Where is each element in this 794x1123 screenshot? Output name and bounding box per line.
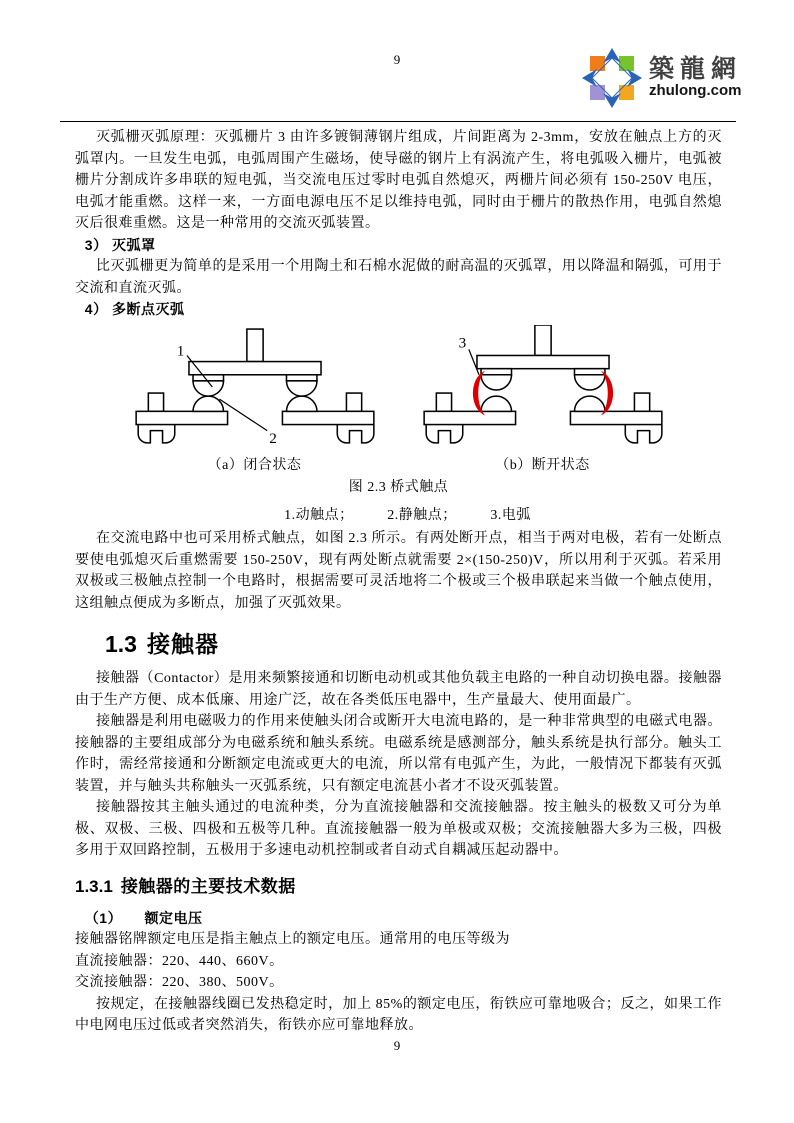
- left-moving-contact: [481, 374, 511, 389]
- paragraph-contactor-intro: 接触器（Contactor）是用来频繁接通和切断电动机或其他负载主电路的一种自动切换电器。接触器由于生产方便、成本低廉、用途广泛，故在各类低压电器中，生产量最大、使用面最广。: [75, 671, 722, 708]
- logo-square-bottomleft: [590, 85, 605, 100]
- figure-caption-a: （a）闭合状态: [207, 457, 302, 473]
- left-terminal-tab: [436, 393, 451, 411]
- right-lower-bar: [570, 411, 661, 424]
- left-lower-bar: [424, 411, 515, 424]
- document-content: [75, 127, 722, 1037]
- right-moving-contact: [574, 374, 604, 389]
- left-terminal-fork: [138, 424, 175, 442]
- diagram-bridge-contact-closed: [128, 325, 382, 453]
- bridge-bar: [188, 361, 320, 374]
- bridge-stem: [246, 329, 262, 362]
- callout-label-2: 2: [268, 429, 277, 447]
- left-static-contact: [481, 396, 511, 411]
- subsection-title-text: 接触器的主要技术数据: [120, 876, 296, 896]
- legend-item-arc: 3.电弧: [490, 507, 531, 523]
- item-title-text: 额定电压: [144, 909, 203, 926]
- left-static-contact: [193, 396, 223, 411]
- figure-captions-row: [75, 455, 722, 477]
- section-heading-1-3-1: [75, 875, 722, 899]
- right-contact-holder: [286, 374, 316, 380]
- logo-arrow-down: [603, 93, 621, 108]
- paragraph-contactor-types: 接触器按其主触头通过的电流种类，分为直流接触器和交流接触器。按主触头的极数又可分为单极、双极、三极、四极和五极等几种。直流接触器一般为单极或双极；交流接触器大多为三极，四极多用于双回路控制，五极用于多速电动机控制或者自动式自耦减压起动器中。: [75, 800, 722, 858]
- logo-square-bottomright: [619, 85, 634, 100]
- legend-item-static-contact: 2.静触点；: [387, 507, 457, 523]
- left-lower-bar: [136, 411, 227, 424]
- logo-square-topleft: [590, 56, 605, 71]
- footer-page-number: 9: [393, 1038, 401, 1053]
- paragraph-bridge-contact: 在交流电路中也可采用桥式触点，如图 2.3 所示。有两处断开点，相当于两对电极，若有一处断点要使电弧熄灭后重燃需要 150-250V，现有两处断点就需要 2×(150-250)V，所以用利于灭弧。若采用双极或三极触点控制一个电路时，根据需要可灵活地将二个极或三个极串联起来当做一个触点使用，这组触点便成为多断点，加强了灭弧效果。: [75, 531, 722, 611]
- figure-legend: [75, 505, 722, 527]
- figure-diagram-row: [75, 325, 722, 453]
- figure-title: 图 2.3 桥式触点: [348, 480, 449, 495]
- logo-name-text: 築龍網: [648, 56, 742, 83]
- logo-arrow-up: [603, 48, 621, 63]
- bridge-stem: [534, 325, 550, 355]
- section-heading-1-3: [105, 629, 722, 659]
- right-moving-contact: [286, 380, 316, 395]
- bridge-bar: [476, 355, 608, 368]
- right-contact-holder: [574, 368, 604, 374]
- paragraph-pickup-release: 按规定，在接触器线圈已发热稳定时，加上 85%的额定电压，衔铁应可靠地吸合；反之，如果工作中电网电压过低或者突然消失，衔铁亦应可靠地释放。: [75, 996, 722, 1033]
- diagram-bridge-contact-open: [416, 325, 670, 453]
- paragraph-arc-cover: 比灭弧栅更为简单的是采用一个用陶土和石棉水泥做的耐高温的灭弧罩，用以降温和隔弧，可用于交流和直流灭弧。: [75, 259, 722, 296]
- right-lower-bar: [282, 411, 373, 424]
- logo-square-topright: [619, 56, 634, 71]
- left-contact-holder: [193, 374, 223, 380]
- header-page-number: 9: [393, 52, 401, 67]
- logo-text-block: [649, 57, 742, 99]
- heading-arc-cover: 3） 灭弧罩: [84, 236, 156, 253]
- right-static-contact: [574, 396, 604, 411]
- line-ac-voltage: 交流接触器：220、380、500V。: [75, 975, 284, 990]
- left-contact-holder: [481, 368, 511, 374]
- right-terminal-tab: [346, 393, 361, 411]
- logo-arrow-left: [582, 69, 597, 87]
- left-terminal-fork: [426, 424, 463, 442]
- legend-item-moving-contact: 1.动触点；: [284, 507, 354, 523]
- figure-caption-b: （b）断开状态: [495, 457, 590, 473]
- right-terminal-tab: [634, 393, 649, 411]
- zhulong-logo: [582, 48, 742, 108]
- callout-label-1: 1: [176, 341, 185, 359]
- zhulong-logo-icon: [582, 48, 642, 108]
- callout-label-3: 3: [458, 333, 467, 351]
- left-terminal-tab: [148, 393, 163, 411]
- logo-domain-text: zhulong.com: [648, 82, 742, 100]
- paragraph-contactor-principle: 接触器是利用电磁吸力的作用来使触头闭合或断开大电流电路的，是一种非常典型的电磁式电器。接触器的主要组成部分为电磁系统和触头系统。电磁系统是感测部分，触头系统是执行部分。触头工作时，需经常接通和分断额定电流或更大的电流，所以常有电弧产生，为此，一般情况下都装有灭弧装置，并与触头共称触头一灭弧系统，只有额定电流甚小者才不设灭弧装置。: [75, 714, 722, 794]
- heading-multi-break-arc: 4） 多断点灭弧: [84, 301, 185, 317]
- item-heading-rated-voltage: [75, 908, 722, 930]
- line-rated-voltage-desc: 接触器铭牌额定电压是指主触点上的额定电压。通常用的电压等级为: [75, 932, 510, 947]
- subsection-number: 1.3.1: [75, 876, 113, 896]
- header-divider: [60, 121, 736, 122]
- right-terminal-fork: [337, 424, 374, 442]
- section-title-text: 接触器: [146, 631, 219, 657]
- paragraph-arc-grid-principle: 灭弧栅灭弧原理：灭弧栅片 3 由许多镀铜薄钢片组成，片间距离为 2-3mm，安放在触点上方的灭弧罩内。一旦发生电弧，电弧周围产生磁场，使导磁的钢片上有涡流产生，将电弧吸入栅片，电弧被栅片分割成许多串联的短电弧，当交流电压过零时电弧自然熄灭，两栅片间必须有 150-250V 电压，电弧才能重燃。这样一来，一方面电源电压不足以维持电弧，同时由于栅片的散热作用，电弧自然熄灭后很难重燃。这是一种常用的交流灭弧装置。: [75, 130, 722, 231]
- line-dc-voltage: 直流接触器：220、440、660V。: [75, 953, 284, 969]
- item-label: （1）: [84, 909, 123, 926]
- left-moving-contact: [193, 380, 223, 395]
- figure-2-3: [75, 325, 722, 527]
- logo-arrow-right: [627, 69, 642, 87]
- right-static-contact: [286, 396, 316, 411]
- right-terminal-fork: [625, 424, 662, 442]
- section-number: 1.3: [105, 631, 137, 657]
